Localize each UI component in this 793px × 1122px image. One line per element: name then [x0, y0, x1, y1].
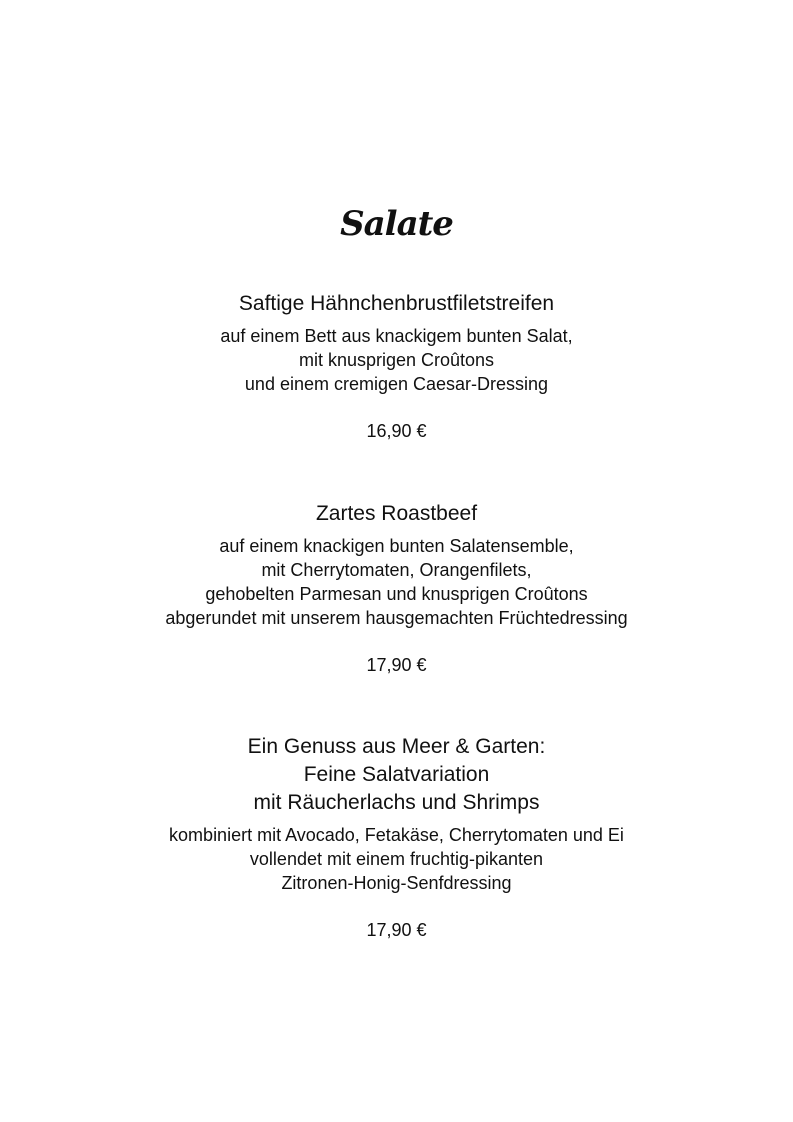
description-line: gehobelten Parmesan und knusprigen Croûtons [205, 584, 588, 604]
description-line: auf einem knackigen bunten Salatensemble, [219, 536, 574, 556]
menu-item [0, 500, 793, 677]
description-line: abgerundet mit unserem hausgemachten Früchtedressing [165, 608, 628, 628]
description-line: vollendet mit einem fruchtig-pikanten [249, 849, 544, 869]
description-line: Zitronen-Honig-Senfdressing [281, 873, 512, 893]
dish-description [0, 823, 793, 895]
menu-item [0, 733, 793, 942]
dish-name: Zartes Roastbeef [315, 502, 478, 525]
dish-price: 17,90 € [366, 655, 427, 675]
dish-description [0, 324, 793, 396]
dish-description [0, 534, 793, 630]
description-line: mit knusprigen Croûtons [298, 350, 495, 370]
dish-price: 16,90 € [366, 421, 427, 441]
description-line: kombiniert mit Avocado, Fetakäse, Cherrytomaten und Ei [169, 825, 624, 845]
dish-name: Ein Genuss aus Meer & Garten: [247, 735, 546, 758]
description-line: und einem cremigen Caesar-Dressing [244, 374, 549, 394]
dish-name: mit Räucherlachs und Shrimps [253, 791, 540, 814]
section-title: Salate [340, 204, 453, 244]
dish-name: Feine Salatvariation [303, 763, 490, 786]
description-line: mit Cherrytomaten, Orangenfilets, [261, 560, 532, 580]
dish-name: Saftige Hähnchenbrustfiletstreifen [238, 292, 555, 315]
dish-price: 17,90 € [366, 920, 427, 940]
description-line: auf einem Bett aus knackigem bunten Salat, [220, 326, 573, 346]
menu-item [0, 290, 793, 443]
